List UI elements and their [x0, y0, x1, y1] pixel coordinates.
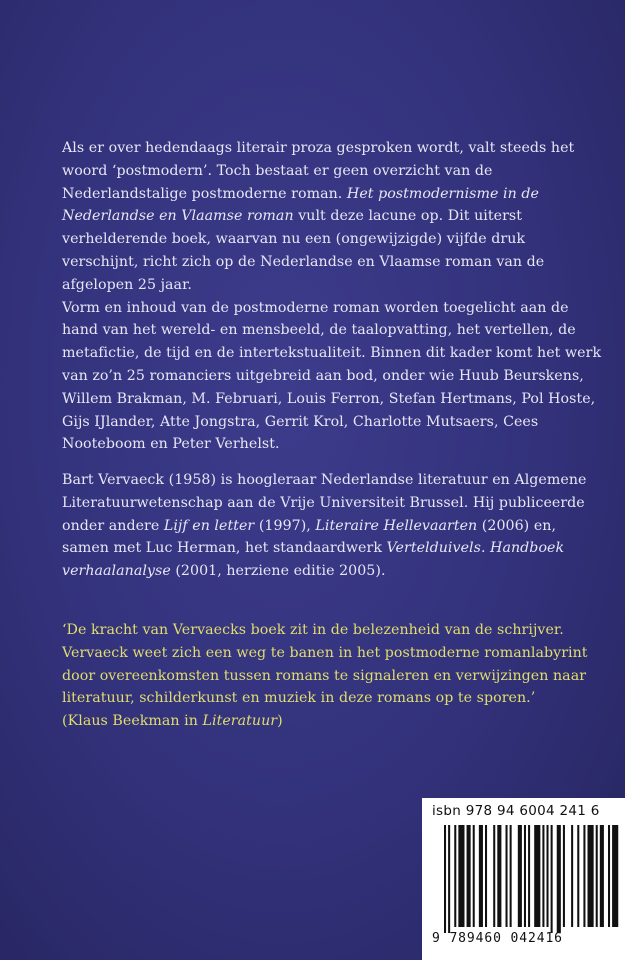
author-bio-text-4: (2001, herziene editie 2005).	[170, 563, 386, 580]
barcode-bar	[596, 825, 598, 927]
author-book-2: Literaire Hellevaarten	[315, 517, 478, 534]
barcode-bar	[510, 825, 512, 927]
barcode-bar	[583, 825, 585, 927]
author-bio-text-3: (2006) en, samen met Luc Herman, het standaardwerk	[62, 517, 557, 557]
review-quote	[62, 619, 602, 733]
barcode-bar	[454, 825, 456, 927]
author-bio-text-1: Bart Vervaeck (1958) is hoogleraar Nederlandse literatuur en Algemene Literatuurwetenschap aan de Vrije Universiteit Brussel. Hij publiceerde onder andere	[62, 472, 587, 534]
barcode-bar	[528, 825, 530, 927]
author-book-1: Lijf en letter	[163, 517, 255, 534]
review-source-suffix: )	[277, 713, 283, 730]
review-text: ‘De kracht van Vervaecks boek zit in de belezenheid van de schrijver. Vervaeck weet zich een weg te banen in het postmoderne romanlabyrint door overeenkomsten tussen romans te signaleren en verwijzingen naar literatuur, schilderkunst en muziek in deze romans op te sporen.’	[62, 622, 588, 707]
barcode-bar	[551, 825, 553, 933]
barcode-bar	[479, 825, 483, 927]
barcode-bar	[518, 825, 522, 927]
barcode-bar	[577, 825, 579, 927]
barcode-bar	[497, 825, 501, 927]
barcode-bar	[600, 825, 604, 927]
barcode-bar	[588, 825, 594, 927]
book-title: Het postmodernisme in de Nederlandse en Vlaamse roman	[62, 185, 539, 225]
barcode-bar	[458, 825, 464, 927]
blurb-text-2: vult deze lacune op. Dit uiterst verhelderende boek, waarvan nu een (ongewijzigde) vijfde druk verschijnt, richt zich op de Nederlandse en Vlaamse roman van de afgelopen 25 jaar.	[62, 208, 545, 293]
barcode-digits: 9 789460 042416	[432, 931, 563, 946]
barcode-bar	[547, 825, 549, 927]
review-source-prefix: (Klaus Beekman in	[62, 713, 203, 730]
blurb-paragraph	[62, 137, 602, 456]
barcode-bar	[557, 825, 561, 933]
barcode-bar	[524, 825, 526, 927]
author-bio-text-2: (1997),	[254, 517, 316, 534]
barcode-bar	[612, 825, 618, 927]
barcode-panel	[422, 798, 625, 960]
barcode-bar	[534, 825, 540, 927]
barcode-bar	[608, 825, 610, 927]
barcode-bar	[448, 825, 450, 933]
barcode-bar	[571, 825, 573, 927]
barcode-bar	[473, 825, 475, 927]
blurb-text-1: Als er over hedendaags literair proza gesproken wordt, valt steeds het woord ‘postmodern’. Toch bestaat er geen overzicht van de Nederlandstalige postmoderne roman.	[62, 140, 575, 202]
barcode-bar	[493, 825, 495, 927]
author-bio	[62, 469, 602, 583]
blurb-text-3: Vorm en inhoud van de postmoderne roman worden toegelicht aan de hand van het wereld- en mensbeeld, de taalopvatting, het vertellen, de metafictie, de tijd en de intertekstualiteit. Binnen dit kader komt het werk van zo’n 25 romanciers uitgebreid aan bod, onder wie Huub Beurskens, Willem Brakman, M. Februari, Louis Ferron, Stefan Hertmans, Pol Hoste, Gijs IJlander, Atte Jongstra, Gerrit Krol, Charlotte Mutsaers, Cees Nooteboom en Peter Verhelst.	[62, 299, 602, 453]
barcode-bar	[542, 825, 544, 927]
barcode-bar	[506, 825, 508, 927]
barcode-bar	[444, 825, 446, 933]
review-source-title: Literatuur	[202, 713, 278, 730]
barcode-bar	[467, 825, 471, 927]
barcode-bar	[485, 825, 487, 927]
barcode-bar	[563, 825, 565, 927]
author-book-3: Vertelduivels. Handboek verhaalanalyse	[62, 540, 565, 580]
isbn-label: isbn 978 94 6004 241 6	[432, 803, 600, 819]
